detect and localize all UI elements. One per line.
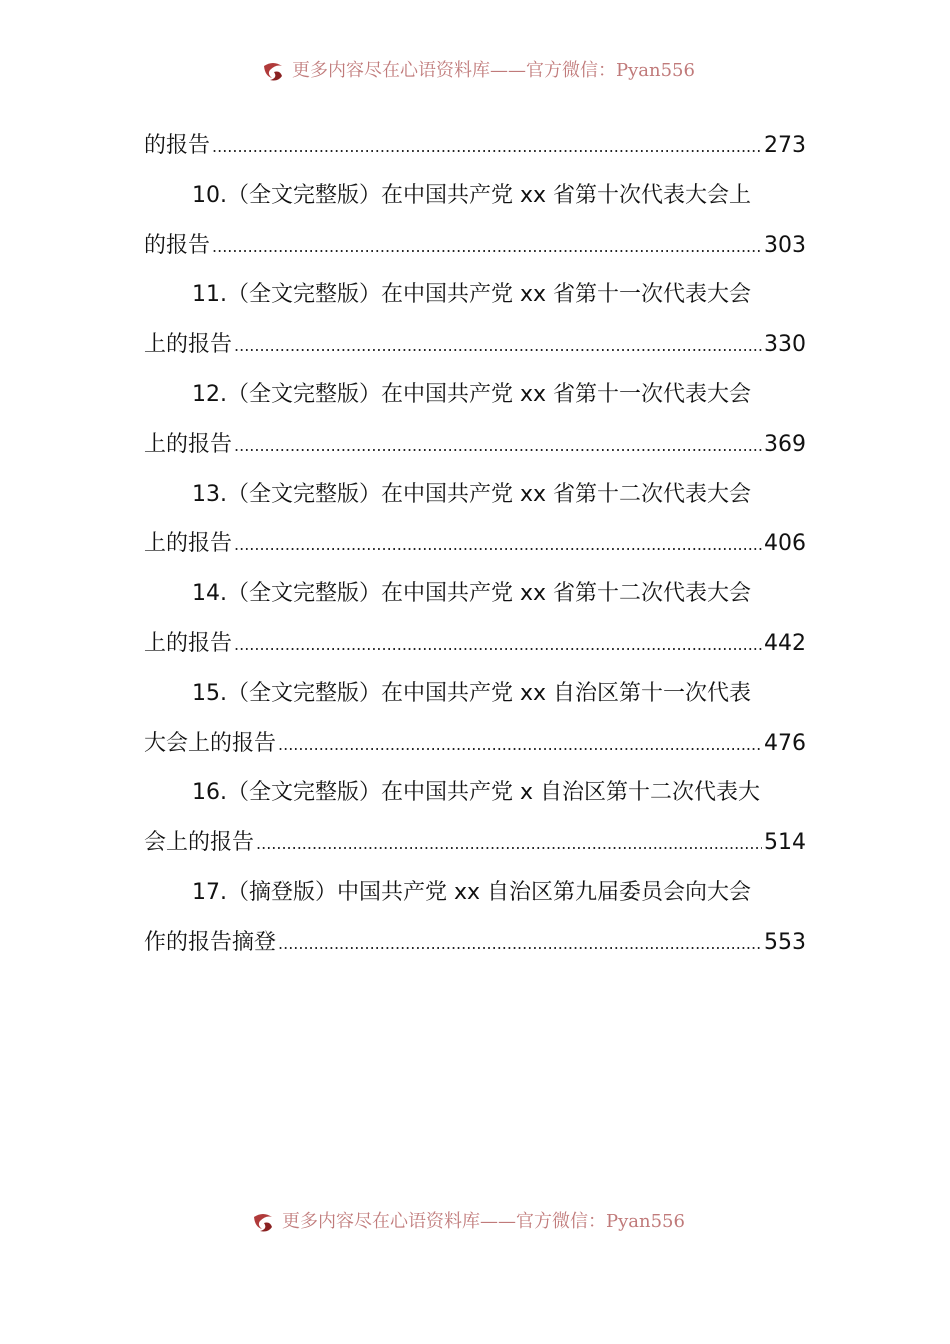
toc-page-number: 553 [764,929,806,955]
toc-entry-text: 12.（全文完整版）在中国共产党 xx 省第十一次代表大会 [192,381,752,407]
toc-entry-title[interactable] [144,470,806,520]
toc-entry-title[interactable] [144,171,806,221]
toc-page-number: 406 [764,531,806,557]
toc-page-number: 369 [764,431,806,457]
watermark-text: 更多内容尽在心语资料库——官方微信：Pyan556 [282,1211,685,1232]
toc-leader-dots [234,620,762,670]
toc-leader-dots [234,321,762,371]
toc-leader-dots [212,122,762,172]
toc-entry-text: 17.（摘登版）中国共产党 xx 自治区第九届委员会向大会 [192,879,752,905]
toc-page-number: 476 [764,730,806,756]
toc-entry-text: 上的报告 [144,531,233,557]
toc-page-number: 514 [764,830,806,856]
toc-entry-text: 15.（全文完整版）在中国共产党 xx 自治区第十一次代表 [192,680,752,706]
toc-entry-text: 的报告 [144,232,211,258]
toc-leader-dots [278,919,762,969]
toc-entry-text: 10.（全文完整版）在中国共产党 xx 省第十次代表大会上 [192,182,752,208]
toc-line[interactable] [144,719,806,769]
toc-leader-dots [234,520,762,570]
logo-icon [260,58,286,84]
toc-line[interactable] [144,420,806,470]
toc-entry-title[interactable] [144,669,806,719]
toc-entry-text: 上的报告 [144,431,233,457]
footer-watermark [0,1209,950,1235]
toc-entry-title[interactable] [144,370,806,420]
toc-line[interactable] [144,121,806,171]
toc-line[interactable] [144,519,806,569]
watermark-text: 更多内容尽在心语资料库——官方微信：Pyan556 [292,60,695,81]
toc-line[interactable] [144,918,806,968]
table-of-contents [144,121,806,968]
toc-line[interactable] [144,320,806,370]
logo-icon [250,1209,276,1235]
toc-entry-text: 的报告 [144,133,211,158]
toc-leader-dots [212,222,762,272]
toc-entry-text: 上的报告 [144,630,233,656]
toc-page-number: 303 [764,232,806,258]
header-watermark [0,58,950,84]
toc-entry-text: 会上的报告 [144,830,255,856]
toc-entry-text: 大会上的报告 [144,730,277,756]
toc-leader-dots [234,421,762,471]
toc-line[interactable] [144,619,806,669]
toc-leader-dots [278,720,762,770]
toc-entry-text: 作的报告摘登 [144,929,277,955]
toc-page-number: 330 [764,332,806,358]
toc-entry-text: 上的报告 [144,332,233,358]
toc-page-number: 273 [764,133,806,158]
toc-entry-title[interactable] [144,868,806,918]
toc-entry-title[interactable] [144,270,806,320]
toc-entry-text: 13.（全文完整版）在中国共产党 xx 省第十二次代表大会 [192,481,752,507]
toc-entry-text: 14.（全文完整版）在中国共产党 xx 省第十二次代表大会 [192,581,752,607]
toc-entry-text: 11.（全文完整版）在中国共产党 xx 省第十一次代表大会 [192,282,752,308]
toc-leader-dots [256,819,762,869]
toc-page-number: 442 [764,630,806,656]
toc-line[interactable] [144,221,806,271]
toc-entry-title[interactable] [144,768,806,818]
toc-entry-text: 16.（全文完整版）在中国共产党 x 自治区第十二次代表大 [192,780,760,806]
toc-entry-title[interactable] [144,569,806,619]
toc-line[interactable] [144,818,806,868]
